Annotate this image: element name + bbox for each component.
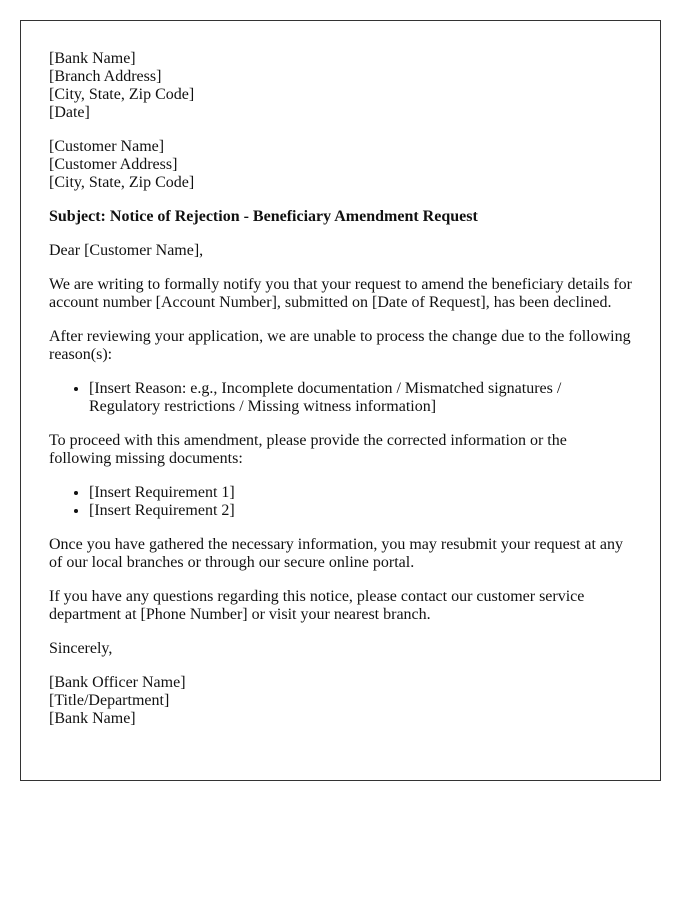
requirements-list xyxy=(49,484,632,520)
recipient-customer-address: [Customer Address] xyxy=(49,156,178,173)
recipient-address-block xyxy=(49,138,632,192)
sender-address-block xyxy=(49,50,632,122)
closing: Sincerely, xyxy=(49,640,113,657)
signature-block xyxy=(49,674,632,728)
sender-branch-address: [Branch Address] xyxy=(49,68,162,85)
letter-document xyxy=(20,20,661,781)
requirements-intro-paragraph: To proceed with this amendment, please provide the corrected information or the following missing documents: xyxy=(49,432,567,467)
reasons-intro-paragraph: After reviewing your application, we are unable to process the change due to the following reason(s): xyxy=(49,328,631,363)
letter-date: [Date] xyxy=(49,104,90,121)
signature-officer-name: [Bank Officer Name] xyxy=(49,674,186,691)
requirement-item: • [Insert Requirement 1] xyxy=(89,484,632,502)
reason-item: • [Insert Reason: e.g., Incomplete documentation / Mismatched signatures / Regulatory restrictions / Missing witness information] xyxy=(89,380,632,416)
sender-city-state-zip: [City, State, Zip Code] xyxy=(49,86,195,103)
signature-bank-name: [Bank Name] xyxy=(49,710,136,727)
salutation: Dear [Customer Name], xyxy=(49,242,204,259)
resubmit-paragraph: Once you have gathered the necessary information, you may resubmit your request at any of our local branches or through our secure online portal. xyxy=(49,536,624,571)
sender-bank-name: [Bank Name] xyxy=(49,50,136,67)
recipient-city-state-zip: [City, State, Zip Code] xyxy=(49,174,195,191)
signature-title-department: [Title/Department] xyxy=(49,692,170,709)
reasons-list xyxy=(49,380,632,416)
recipient-customer-name: [Customer Name] xyxy=(49,138,165,155)
requirement-item: • [Insert Requirement 2] xyxy=(89,502,632,520)
intro-paragraph: We are writing to formally notify you that your request to amend the beneficiary details for account number [Account Number], submitted on [Date of Request], has been declined. xyxy=(49,276,632,311)
subject-line: Subject: Notice of Rejection - Beneficiary Amendment Request xyxy=(49,208,478,225)
contact-paragraph: If you have any questions regarding this notice, please contact our customer service department at [Phone Number] or visit your nearest branch. xyxy=(49,588,585,623)
